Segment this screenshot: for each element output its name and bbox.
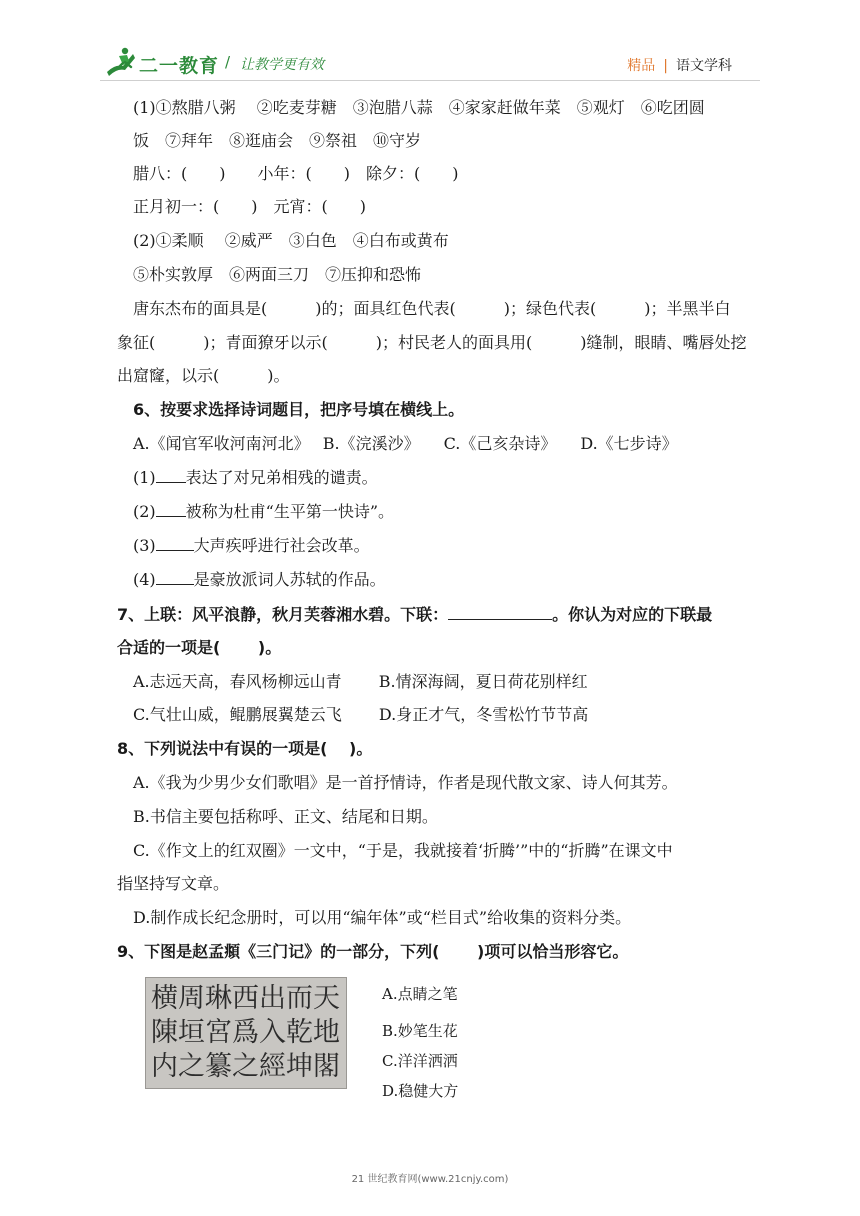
q9-option-d: D.稳健大方	[382, 1082, 459, 1100]
answer-blank[interactable]	[156, 568, 194, 585]
q9-heading: 9、下图是赵孟頫《三门记》的一部分，下列( )项可以恰当形容它。	[117, 942, 629, 961]
q5-part2-options-line1: (2)①柔顺 ②威严 ③白色 ④白布或黄布	[133, 231, 449, 250]
q7-heading-line2: 合适的一项是( )。	[117, 638, 282, 657]
q5-part1-options-line1: (1)①熬腊八粥 ②吃麦芽糖 ③泡腊八蒜 ④家家赶做年菜 ⑤观灯 ⑥吃团圆	[133, 98, 705, 117]
calligraphy-column	[178, 982, 205, 1084]
answer-blank[interactable]	[156, 534, 194, 551]
q6-options: A.《闻官军收河南河北》 B.《浣溪沙》 C.《己亥杂诗》 D.《七步诗》	[133, 434, 678, 453]
q6-item-2-text: 被称为杜甫“生平第一快诗”。	[185, 502, 395, 521]
q9-option-c: C.洋洋洒洒	[382, 1052, 458, 1070]
q5-part2-text-line2: 象征( )；青面獠牙以示( )；村民老人的面具用( )缝制，眼睛、嘴唇处挖	[117, 333, 747, 352]
calligraphy-column	[151, 982, 178, 1084]
brand-name: 二一教育	[139, 55, 220, 77]
q9-option-a: A.点睛之笔	[382, 985, 458, 1003]
calligraphy-column	[232, 982, 259, 1084]
q5-part2-options-line2: ⑤朴实敦厚 ⑥两面三刀 ⑦压抑和恐怖	[133, 265, 422, 284]
header-divider: |	[663, 58, 668, 74]
q8-heading: 8、下列说法中有误的一项是( )。	[117, 739, 373, 758]
calligraphy-char: 琳	[205, 983, 232, 1014]
calligraphy-char: 周	[178, 983, 205, 1014]
answer-blank[interactable]	[448, 603, 552, 620]
calligraphy-char: 之	[178, 1051, 205, 1082]
q5-part2-text-line1: 唐东杰布的面具是( )的；面具红色代表( )；绿色代表( )；半黑半白	[133, 299, 731, 318]
q6-item-4-text: 是豪放派词人苏轼的作品。	[193, 570, 386, 589]
q7-heading-part2: 。你认为对应的下联最	[552, 605, 713, 624]
q7-heading	[117, 603, 712, 627]
q8-option-b: B.书信主要包括称呼、正文、结尾和日期。	[133, 807, 438, 826]
runner-logo-icon	[103, 46, 137, 78]
q5-part2-text-line3: 出窟窿，以示( )。	[117, 366, 290, 385]
calligraphy-image	[145, 977, 347, 1089]
calligraphy-column	[259, 982, 286, 1084]
quality-label: 精品	[627, 58, 656, 74]
q7-heading-part1: 7、上联：风平浪静，秋月芙蓉湘水碧。下联：	[117, 605, 449, 624]
site-logo[interactable]	[103, 46, 343, 82]
q5-part1-festival-line2: 正月初一：( ) 元宵：( )	[133, 197, 366, 216]
q8-option-c-line1: C.《作文上的红双圈》一文中，“于是，我就接着‘折腾’”中的“折腾”在课文中	[133, 841, 673, 860]
calligraphy-char: 而	[286, 983, 313, 1014]
calligraphy-char: 經	[259, 1051, 286, 1082]
subject-label: 语文学科	[676, 58, 732, 74]
q5-part1-options-line2: 饭 ⑦拜年 ⑧逛庙会 ⑨祭祖 ⑩守岁	[133, 131, 422, 150]
calligraphy-char: 陳	[151, 1017, 178, 1048]
calligraphy-char: 地	[313, 1017, 340, 1048]
q6-item-2-number: (2)	[133, 502, 156, 521]
q6-item-3-number: (3)	[133, 536, 156, 555]
calligraphy-char: 入	[259, 1017, 286, 1048]
calligraphy-columns	[152, 982, 340, 1084]
q7-options-cd: C.气壮山威，鲲鹏展翼楚云飞 D.身正才气，冬雪松竹节节高	[133, 705, 589, 724]
calligraphy-char: 爲	[232, 1017, 259, 1048]
calligraphy-char: 天	[313, 983, 340, 1014]
answer-blank[interactable]	[156, 500, 186, 517]
q8-option-c-line2: 指坚持写文章。	[117, 874, 230, 893]
calligraphy-char: 纂	[205, 1051, 232, 1082]
calligraphy-char: 乾	[286, 1017, 313, 1048]
calligraphy-char: 閣	[313, 1051, 340, 1082]
calligraphy-column	[313, 982, 340, 1084]
q6-item-4	[133, 568, 386, 592]
header-rule	[100, 80, 760, 81]
q9-option-b: B.妙笔生花	[382, 1022, 458, 1040]
calligraphy-char: 西	[232, 983, 259, 1014]
calligraphy-char: 内	[151, 1051, 178, 1082]
q6-item-2	[133, 500, 394, 524]
q6-item-4-number: (4)	[133, 570, 156, 589]
q6-item-1	[133, 466, 378, 490]
q5-part1-festival-line1: 腊八：( ) 小年：( ) 除夕：( )	[133, 164, 459, 183]
answer-blank[interactable]	[156, 466, 186, 483]
q6-item-3	[133, 534, 370, 558]
q6-heading: 6、按要求选择诗词题目，把序号填在横线上。	[133, 400, 465, 419]
calligraphy-char: 之	[232, 1051, 259, 1082]
calligraphy-char: 垣	[178, 1017, 205, 1048]
q6-item-3-text: 大声疾呼进行社会改革。	[193, 536, 370, 555]
calligraphy-char: 横	[151, 983, 178, 1014]
calligraphy-column	[205, 982, 232, 1084]
slogan: 让教学更有效	[240, 57, 324, 73]
page-header	[0, 0, 860, 90]
q6-item-1-text: 表达了对兄弟相残的谴责。	[185, 468, 378, 487]
page-footer[interactable]: 21 世纪教育网(www.21cnjy.com)	[351, 1174, 509, 1185]
q8-option-a: A.《我为少男少女们歌唱》是一首抒情诗，作者是现代散文家、诗人何其芳。	[133, 773, 678, 792]
header-slash: /	[225, 53, 231, 71]
calligraphy-char: 坤	[286, 1051, 313, 1082]
q6-item-1-number: (1)	[133, 468, 156, 487]
q8-option-d: D.制作成长纪念册时，可以用“编年体”或“栏目式”给收集的资料分类。	[133, 908, 632, 927]
calligraphy-column	[286, 982, 313, 1084]
calligraphy-char: 宮	[205, 1017, 232, 1048]
q7-options-ab: A.志远天高，春风杨柳远山青 B.情深海阔，夏日荷花别样红	[133, 672, 588, 691]
header-right	[627, 55, 732, 75]
calligraphy-char: 出	[259, 983, 286, 1014]
